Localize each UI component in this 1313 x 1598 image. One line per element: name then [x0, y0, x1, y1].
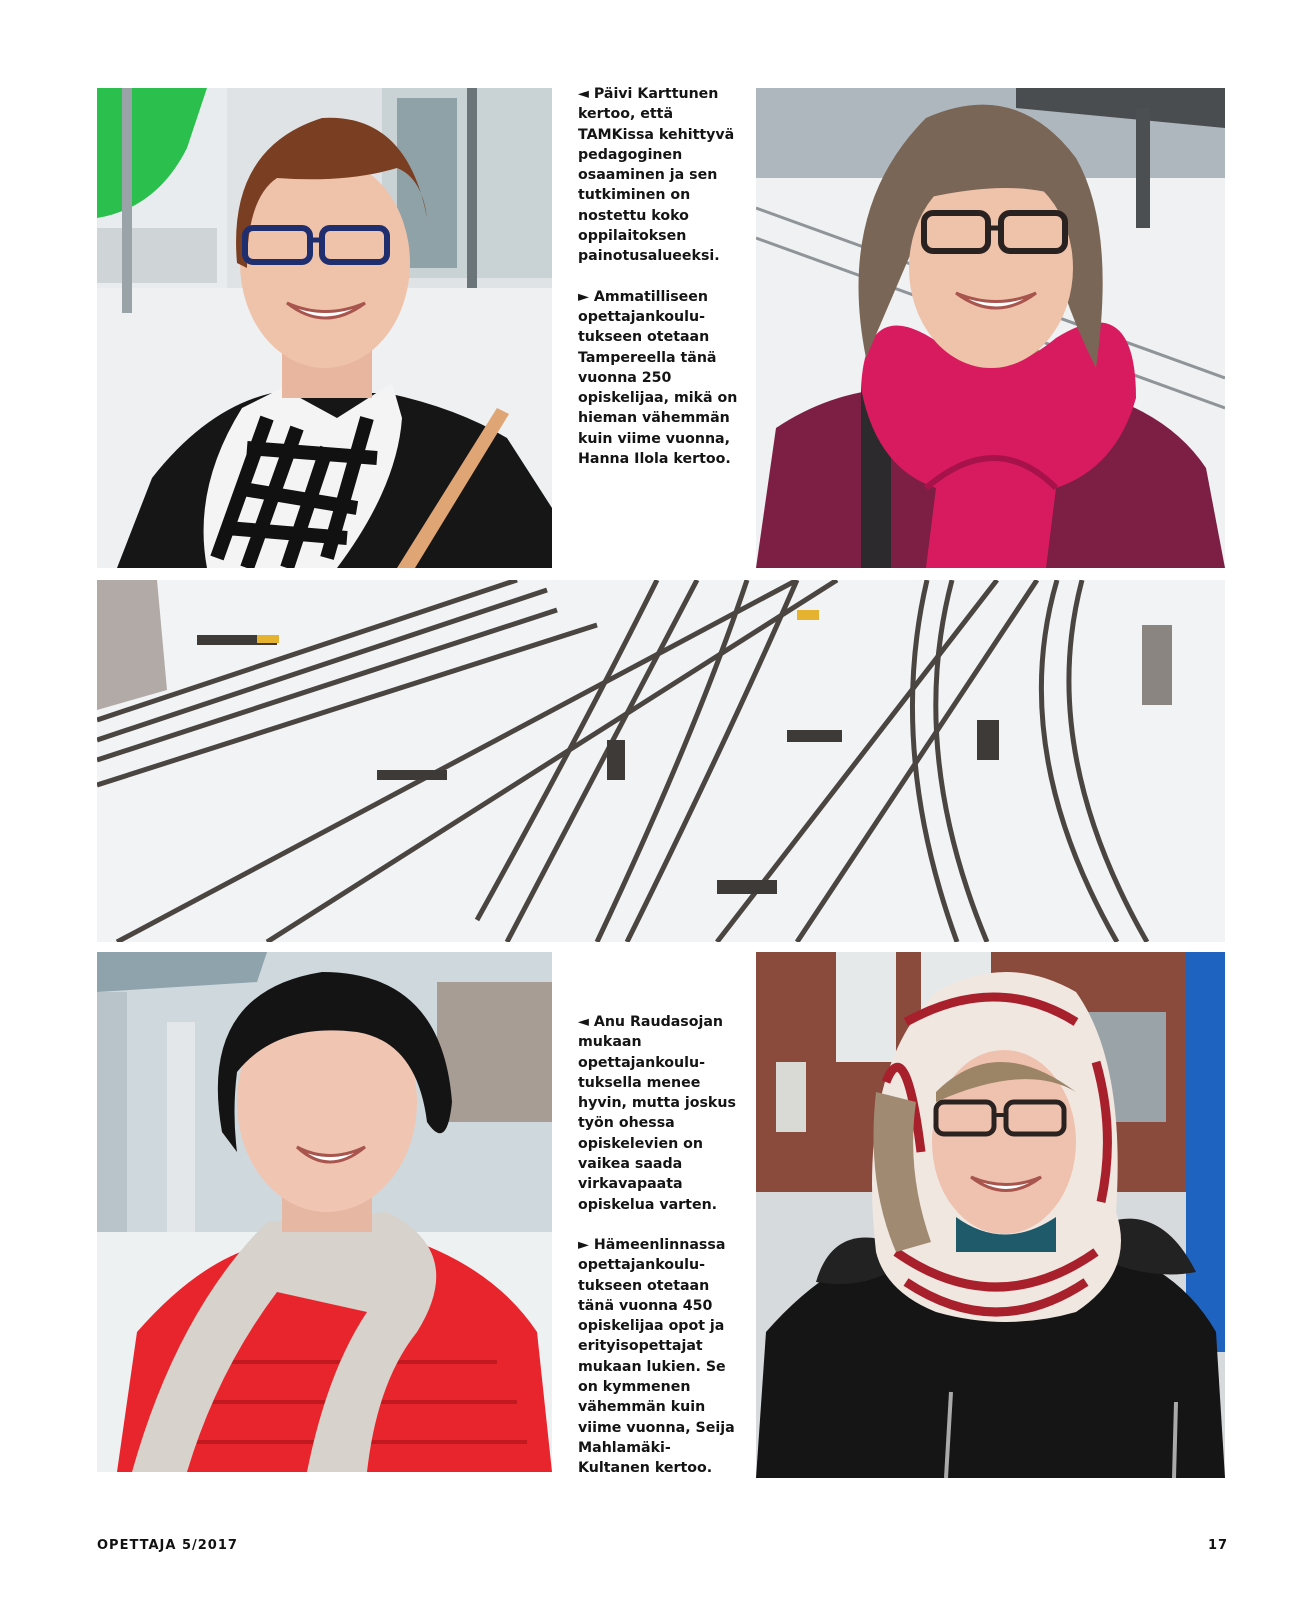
caption-top — [578, 84, 738, 489]
caption-ilola: ► Ammatilliseen opettajankoulu-tukseen otetaan Tampereella tänä vuonna 250 opiskelijaa, mikä on hieman vähemmän kuin viime vuonna, Hanna Ilola kertoo. — [578, 288, 738, 468]
page-number: 17 — [1208, 1538, 1229, 1553]
photo-railway-tracks — [97, 580, 1225, 942]
caption-mahlamaki: ► Hämeenlinnassa opettajankoulu-tukseen otetaan tänä vuonna 450 opiskelijaa opot ja erityisopettajat mukaan lukien. Se on kymmenen vähemmän kuin viime vuonna, Seija Mahlamäki-Kultanen kertoo. — [578, 1236, 735, 1477]
caption-raudasoja: ◄ Anu Raudasojan mukaan opettajankoulu-tuksella menee hyvin, mutta joskus työn ohessa opiskelevien on vaikea saada virkavapaata opiskelua varten. — [578, 1014, 736, 1213]
photo-paivi-karttunen — [97, 88, 552, 568]
magazine-issue-label: OPETTAJA 5/2017 — [97, 1538, 238, 1553]
photo-anu-raudasoja — [97, 952, 552, 1472]
photo-hanna-ilola — [756, 88, 1225, 568]
caption-karttunen: ◄ Päivi Karttunen kertoo, että TAMKissa kehittyvä pedagoginen osaaminen ja sen tutkiminen on nostettu koko oppilaitoksen painotusalueeksi. — [578, 86, 735, 265]
caption-bottom — [578, 1012, 738, 1499]
photo-seija-mahlamaki-kultanen — [756, 952, 1225, 1478]
